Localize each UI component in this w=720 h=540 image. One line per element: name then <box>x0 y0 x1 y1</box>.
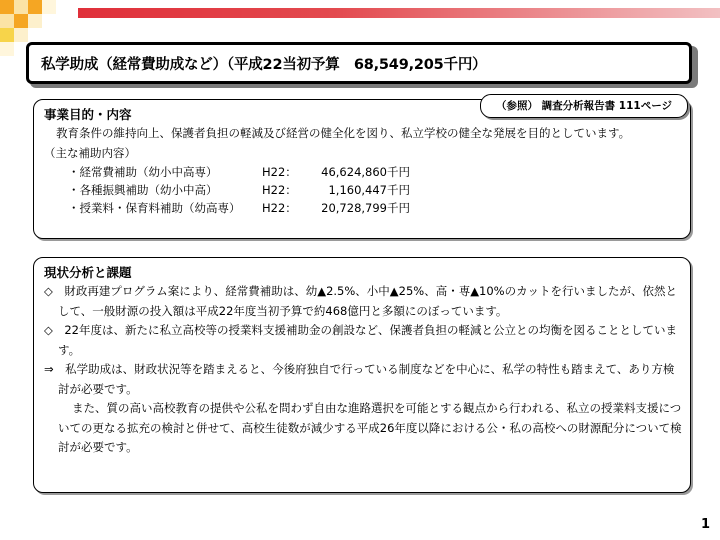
item-amount: 1,160,447千円 <box>328 183 410 197</box>
page-number: 1 <box>700 517 710 532</box>
purpose-heading: 事業目的・内容 <box>44 107 132 122</box>
analysis-paragraph-2: ◇ 22年度は、新たに私立高校等の授業料支援補助金の創設など、保護者負担の軽減と公立との均衡を図ることとしています。 <box>44 323 677 357</box>
page-title: 私学助成（経常費助成など）（平成22当初予算 68,549,205千円） <box>41 56 487 73</box>
reference-badge: （参照） 調査分析報告書 111ページ <box>480 94 688 118</box>
analysis-paragraph-1: ◇ 財政再建プログラム案により、経常費補助は、幼▲2.5%、小中▲25%、高・専▲10%のカットを行いましたが、依然として、一般財源の投入額は平成22年度当初予算で約468億円と多額にのぼっています。 <box>44 284 677 318</box>
analysis-paragraph-3: ⇒ 私学助成は、財政状況等を踏まえると、今後府独自で行っている制度などを中心に、私学の特性も踏まえて、あり方検討が必要です。 <box>44 362 675 396</box>
list-item <box>44 163 682 181</box>
item-name: ・授業料・保育料補助（幼高専） <box>68 201 241 215</box>
item-amount: 20,728,799千円 <box>321 201 410 215</box>
item-year: H22： <box>262 183 297 197</box>
item-name: ・各種振興補助（幼小中高） <box>68 183 218 197</box>
item-amount: 46,624,860千円 <box>321 165 410 179</box>
list-item <box>44 181 682 199</box>
purpose-box <box>33 99 691 239</box>
item-year: H22： <box>262 165 297 179</box>
header-band <box>78 8 720 18</box>
purpose-text: 教育条件の維持向上、保護者負担の軽減及び経営の健全化を図り、私立学校の健全な発展を目的としています。 <box>56 126 631 140</box>
analysis-box <box>33 257 691 493</box>
analysis-paragraph-4: また、質の高い高校教育の提供や公私を問わず自由な進路選択を可能とする観点から行われる、私立の授業料支援についての更なる拡充の検討と併せて、高校生徒数が減少する平成26年度以降における公・私の高校への財源配分について検討が必要です。 <box>58 401 682 454</box>
item-name: ・経常費補助（幼小中高専） <box>68 165 218 179</box>
title-bar <box>26 42 692 84</box>
purpose-sub-heading: （主な補助内容） <box>44 145 136 160</box>
list-item <box>44 199 682 217</box>
item-year: H22： <box>262 201 297 215</box>
analysis-heading: 現状分析と課題 <box>44 265 132 280</box>
